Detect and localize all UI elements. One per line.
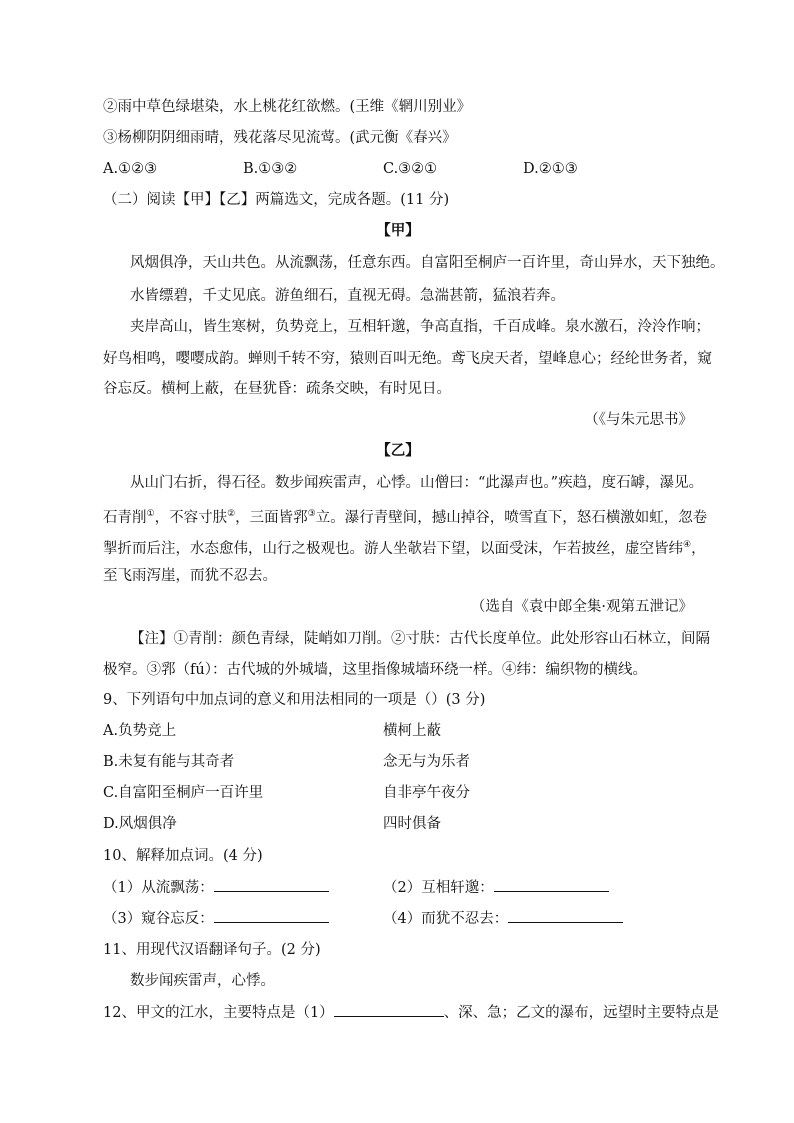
- q11-sentence: 数步闻疾雷声，心悸。: [130, 973, 275, 989]
- note-marker-4: ④: [683, 540, 692, 550]
- answer-blank[interactable]: [508, 908, 623, 923]
- jia-title: 【甲】: [376, 222, 420, 239]
- jia-line-1: 风烟俱净，天山共色。从流飘荡，任意东西。自富阳至桐庐一百许里，奇山异水，天下独绝。: [130, 255, 725, 271]
- jia-source: （《与朱元思书》: [584, 412, 693, 428]
- poem-line-2: ②雨中草色绿堪染，水上桃花红欲燃。(王维《辋川别业》: [103, 99, 472, 115]
- yi-line-4: 至飞雨泻崖，而犹不忍去。: [103, 568, 277, 584]
- question-12-stem: 12、甲文的江水，主要特点是（1） 、深、急；乙文的瀑布，远望时主要特点是: [103, 1002, 693, 1024]
- yi-line-2: 石青削①，不容寸肤②，三面皆郛③立。瀑行青壁间，撼山掉谷，喷雪直下，怒石横激如虹，忽卷: [103, 509, 708, 526]
- order-option-c: C.③②①: [383, 161, 438, 177]
- answer-blank[interactable]: [494, 877, 609, 892]
- yi-source: （选自《袁中郎全集·观第五泄记》: [470, 599, 693, 615]
- yi-line-1: 从山门右折，得石径。数步闻疾雷声，心悸。山僧曰：“此瀑声也。”疾趋，度石罅，瀑见。: [130, 475, 704, 491]
- jia-line-5: 谷忘反。横柯上蔽，在昼犹昏：疏条交映，有时见日。: [103, 381, 451, 397]
- q9-option-c-right: 自非亭午夜分: [383, 785, 470, 801]
- order-option-b: B.①③②: [243, 161, 298, 177]
- answer-blank[interactable]: [214, 877, 329, 892]
- q10-item-2: （2）互相轩邈：: [383, 877, 609, 898]
- question-11-stem: 11、用现代汉语翻译句子。(2 分): [103, 942, 321, 958]
- notes-line-1: 【注】①青削：颜色青绿，陡峭如刀削。②寸肤：古代长度单位。此处形容山石林立，间隔: [130, 631, 710, 647]
- q10-item-4: （4）而犹不忍去：: [383, 908, 623, 929]
- jia-line-4: 好鸟相鸣，嘤嘤成韵。蝉则千转不穷，猿则百叫无绝。鸢飞戾天者，望峰息心；经纶世务者，窥: [103, 351, 712, 367]
- q9-option-a-left: A.负势竞上: [103, 723, 177, 739]
- section-heading: （二）阅读【甲】【乙】两篇选文，完成各题。(11 分): [103, 192, 450, 208]
- order-option-a: A.①②③: [103, 161, 158, 177]
- jia-line-2: 水皆缥碧，千丈见底。游鱼细石，直视无碍。急湍甚箭，猛浪若奔。: [130, 288, 565, 304]
- q9-option-c-left: C.自富阳至桐庐一百许里: [103, 785, 264, 801]
- answer-blank[interactable]: [214, 908, 329, 923]
- note-marker-2: ②: [227, 509, 236, 519]
- poem-line-3: ③杨柳阴阴细雨晴，残花落尽见流莺。(武元衡《春兴》: [103, 130, 457, 146]
- notes-line-2: 极窄。③郛（fú）：古代城的外城墙，这里指像城墙环绕一样。④纬：编织物的横线。: [103, 662, 647, 678]
- question-10-stem: 10、解释加点词。(4 分): [103, 848, 263, 864]
- q9-option-d-left: D.风烟俱净: [103, 816, 177, 832]
- note-marker-1: ①: [146, 509, 155, 519]
- q9-option-d-right: 四时俱备: [383, 816, 441, 832]
- question-9-stem: 9、下列语句中加点词的意义和用法相同的一项是（）(3 分): [103, 692, 486, 708]
- jia-line-3: 夹岸高山，皆生寒树，负势竞上，互相轩邈，争高直指，千百成峰。泉水激石，泠泠作响；: [130, 319, 710, 335]
- order-option-d: D.②①③: [523, 161, 578, 177]
- q10-item-1: （1）从流飘荡：: [103, 877, 329, 898]
- answer-blank[interactable]: [334, 1002, 444, 1017]
- yi-title: 【乙】: [376, 442, 420, 459]
- q9-option-a-right: 横柯上蔽: [383, 723, 441, 739]
- q10-item-3: （3）窥谷忘反：: [103, 908, 329, 929]
- yi-line-3: 掣折而后注，水态愈伟，山行之极观也。游人坐欹岩下望，以面受沫，乍若披丝，虚空皆纬④，: [103, 540, 706, 557]
- note-marker-3: ③: [307, 509, 316, 519]
- q9-option-b-right: 念无与为乐者: [383, 754, 470, 770]
- q9-option-b-left: B.未复有能与其奇者: [103, 754, 235, 770]
